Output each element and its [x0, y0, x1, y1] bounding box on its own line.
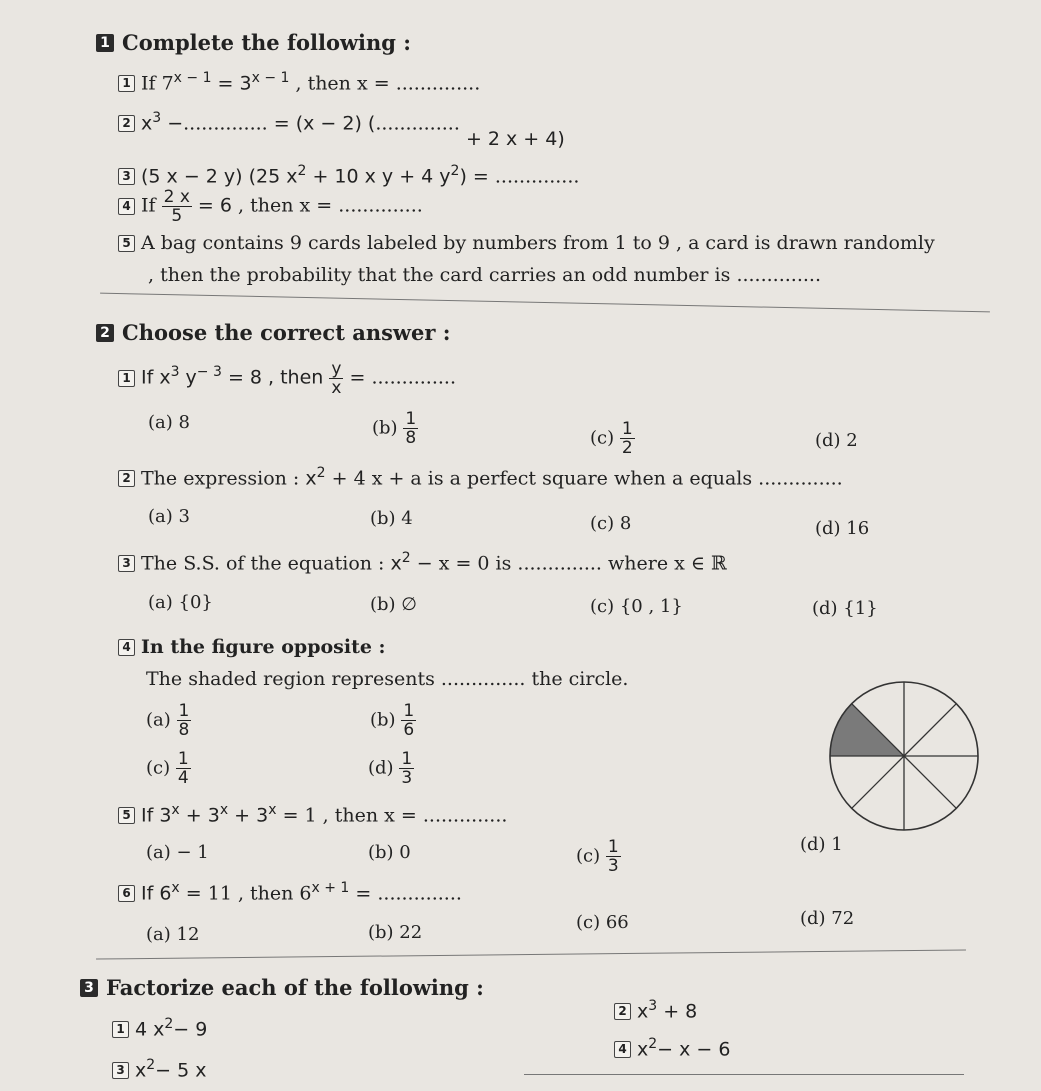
text: If: [141, 194, 156, 217]
option-c[interactable]: (c) 8: [590, 513, 632, 534]
question-number: 1: [118, 370, 135, 387]
denominator: 8: [405, 428, 417, 448]
numerator: 1: [403, 701, 415, 721]
option-label: (c): [576, 845, 601, 867]
fraction: [162, 188, 192, 225]
text: A bag contains 9 cards labeled by numbers from 1 to 9 , a card is drawn randomly: [141, 232, 935, 254]
fraction: [403, 410, 418, 447]
s3-question-4: [614, 1036, 730, 1060]
blank: ..............: [395, 72, 481, 95]
math: = (x − 2) (: [273, 112, 376, 135]
exponent: 2: [146, 1057, 156, 1073]
exponent: 2: [164, 1016, 174, 1032]
divider: [100, 293, 990, 313]
blank: ..............: [183, 112, 268, 135]
math: = 6: [197, 194, 232, 217]
blank: ..............: [371, 366, 457, 389]
option-a[interactable]: (a) {0}: [148, 592, 213, 613]
fraction: [399, 750, 414, 787]
divider: [96, 949, 966, 959]
option-b[interactable]: (b) 4: [370, 508, 413, 529]
exponent: x − 1: [251, 70, 290, 86]
numerator: 1: [621, 419, 633, 439]
sector-dividers: [830, 682, 978, 830]
math: −: [161, 112, 184, 135]
text: The expression :: [141, 467, 300, 490]
text: If 7: [141, 72, 174, 95]
option-label: (c): [146, 757, 171, 779]
math: ) =: [459, 165, 489, 188]
numerator: 2 x: [163, 187, 190, 207]
option-b[interactable]: (b) ∅: [370, 594, 417, 615]
blank: ..............: [440, 668, 526, 690]
question-number: 1: [118, 75, 135, 92]
s1-question-5-line-2: [148, 264, 821, 286]
numerator: 1: [177, 749, 189, 769]
math: − 9: [173, 1018, 208, 1041]
divider: [524, 1074, 964, 1075]
option-a[interactable]: (a) − 1: [146, 842, 209, 863]
exponent: 2: [297, 163, 307, 179]
numerator: 1: [405, 409, 417, 429]
blank: ..............: [377, 882, 462, 905]
text: where x ∈ ℝ: [608, 552, 727, 575]
option-b[interactable]: (b) 0: [368, 842, 411, 863]
text: the circle.: [531, 668, 629, 690]
denominator: 3: [401, 768, 413, 788]
exponent: x: [171, 880, 180, 896]
text: The shaded region represents: [146, 668, 435, 690]
s3-question-3: [112, 1057, 207, 1081]
option-d[interactable]: [368, 750, 414, 787]
fraction: [177, 702, 192, 739]
math: =: [349, 366, 366, 389]
exponent: x + 1: [311, 880, 350, 896]
option-a[interactable]: (a) 8: [148, 412, 190, 433]
numerator: 1: [401, 749, 413, 769]
section-title: Choose the correct answer :: [122, 320, 451, 345]
option-a[interactable]: [146, 702, 191, 739]
option-d[interactable]: (d) 1: [800, 834, 843, 855]
option-label: (d): [368, 757, 394, 779]
option-c[interactable]: (c) {0 , 1}: [590, 596, 683, 617]
s3-question-2: [614, 998, 697, 1022]
denominator: 4: [177, 768, 189, 788]
question-number: 2: [118, 115, 135, 132]
numerator: y: [331, 359, 342, 379]
denominator: 3: [607, 856, 619, 876]
s3-question-1: [112, 1016, 207, 1040]
fraction: [606, 838, 621, 875]
fraction: [401, 702, 416, 739]
denominator: x: [331, 378, 342, 398]
question-number: 4: [118, 198, 135, 215]
section-1-header: [96, 30, 411, 55]
math: + 10 x y + 4 y: [312, 165, 451, 188]
section-number: 2: [96, 324, 114, 342]
option-b[interactable]: [370, 702, 416, 739]
s1-question-1: [118, 70, 480, 94]
option-label: (b): [372, 417, 398, 439]
s2-question-1: [118, 360, 456, 397]
s2-question-6: [118, 880, 462, 904]
blank: ..............: [375, 112, 460, 135]
exponent: x: [268, 802, 277, 818]
exponent: 2: [450, 163, 460, 179]
math: If 3: [141, 804, 172, 827]
text: = 1 , then x =: [282, 804, 417, 827]
blank: ..............: [758, 467, 843, 490]
option-a[interactable]: (a) 3: [148, 506, 190, 527]
question-number: 3: [112, 1062, 129, 1079]
math: x: [141, 112, 153, 135]
exponent: 3: [152, 110, 162, 126]
s2-question-3: [118, 550, 727, 574]
option-label: (b): [370, 709, 396, 731]
s2-question-5: [118, 802, 507, 826]
exponent: 2: [316, 465, 326, 481]
exponent: x: [171, 802, 180, 818]
s1-question-5: [118, 232, 935, 254]
text: , then x =: [238, 194, 333, 217]
section-title: Factorize each of the following :: [106, 975, 484, 1000]
numerator: 1: [607, 837, 619, 857]
s1-question-4: [118, 188, 423, 225]
exponent: − 3: [196, 364, 222, 381]
exponent: 2: [401, 550, 411, 566]
section-number: 3: [80, 979, 98, 997]
math: y: [179, 366, 197, 389]
numerator: 1: [178, 701, 190, 721]
math: x: [637, 1038, 649, 1061]
option-d[interactable]: (d) {1}: [812, 598, 878, 619]
option-d[interactable]: (d) 72: [800, 908, 855, 929]
question-number: 2: [614, 1003, 631, 1020]
section-2-header: [96, 320, 450, 345]
math: = 8 , then: [227, 366, 324, 389]
question-number: 4: [118, 639, 135, 656]
denominator: 5: [171, 206, 183, 226]
math: + 2 x + 4): [465, 128, 565, 151]
denominator: 2: [621, 438, 633, 458]
exponent: 3: [648, 998, 658, 1014]
question-number: 6: [118, 885, 135, 902]
math: 4 x: [135, 1018, 165, 1041]
question-number: 2: [118, 470, 135, 487]
option-c[interactable]: [576, 838, 621, 875]
text: = 11 , then 6: [185, 882, 312, 905]
option-b[interactable]: (b) 22: [368, 922, 423, 943]
option-a[interactable]: (a) 12: [146, 924, 200, 945]
option-label: (c): [590, 427, 615, 449]
blank: ..............: [494, 165, 580, 188]
blank: ..............: [422, 804, 508, 827]
math: + 3: [185, 804, 220, 827]
math: x: [305, 467, 317, 490]
blank: ..............: [338, 194, 423, 217]
section-number: 1: [96, 34, 114, 52]
math: − 5 x: [155, 1059, 207, 1082]
circle-figure: [824, 676, 984, 836]
math: + 8: [663, 1000, 698, 1023]
s1-question-3: [118, 163, 579, 187]
math: If x: [141, 366, 171, 389]
s2-question-2: [118, 465, 843, 489]
text: The S.S. of the equation :: [141, 552, 385, 575]
option-c[interactable]: [146, 750, 191, 787]
option-c[interactable]: [590, 420, 635, 457]
math: − x − 6: [657, 1038, 731, 1061]
math: + 3: [234, 804, 269, 827]
question-number: 4: [614, 1041, 631, 1058]
question-number: 5: [118, 807, 135, 824]
shaded-sector: [830, 704, 904, 756]
text: + 4 x + a is a perfect square when a equals: [331, 467, 753, 490]
fraction: [176, 750, 191, 787]
exponent: x: [219, 802, 229, 818]
denominator: 8: [178, 720, 190, 740]
section-title: Complete the following :: [122, 30, 412, 55]
question-number: 5: [118, 235, 135, 252]
option-d[interactable]: (d) 16: [815, 518, 870, 539]
option-label: (a): [146, 709, 171, 731]
text: , then the probability that the card carries an odd number is: [148, 264, 731, 286]
section-3-header: [80, 975, 484, 1000]
option-c[interactable]: (c) 66: [576, 912, 629, 933]
s2-question-4: [118, 636, 386, 658]
option-d[interactable]: (d) 2: [815, 430, 858, 451]
option-b[interactable]: [372, 410, 418, 447]
s1-question-2: [118, 110, 565, 151]
text: In the figure opposite :: [141, 636, 386, 658]
text: − x = 0 is: [416, 552, 512, 575]
math: x: [135, 1059, 147, 1082]
math: =: [355, 882, 372, 905]
question-number: 3: [118, 168, 135, 185]
blank: ..............: [736, 264, 821, 286]
fraction: [620, 420, 635, 457]
text: , then x =: [295, 72, 390, 95]
math: (5 x − 2 y) (25 x: [141, 165, 298, 188]
s2-question-4-line: [146, 668, 628, 690]
question-number: 1: [112, 1021, 129, 1038]
exponent: x − 1: [173, 70, 212, 86]
math: x: [637, 1000, 649, 1023]
blank: ..............: [517, 552, 602, 575]
exponent: 2: [648, 1036, 658, 1052]
math: x: [390, 552, 402, 575]
math: If 6: [141, 882, 172, 905]
math: = 3: [217, 72, 252, 95]
exponent: 3: [170, 364, 180, 381]
denominator: 6: [403, 720, 415, 740]
question-number: 3: [118, 555, 135, 572]
fraction: [329, 360, 343, 397]
